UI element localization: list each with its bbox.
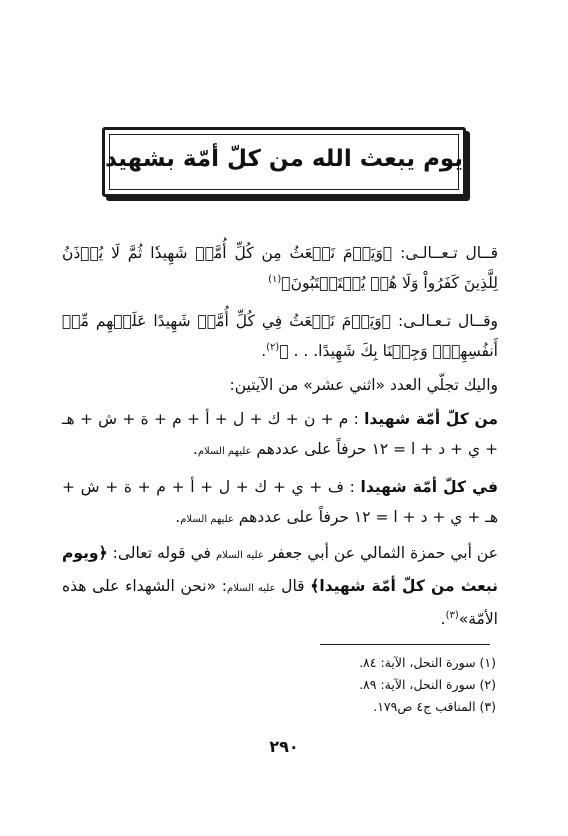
hadith-text-4: : «نحن الشهداء على هذه الأمّة» bbox=[62, 577, 498, 628]
footnote-3: (٣) المناقب ج٤ ص١٧٩. bbox=[373, 699, 496, 714]
hadith-end: . bbox=[440, 610, 446, 628]
footnote-divider bbox=[320, 644, 490, 645]
paragraph-verse-2 bbox=[62, 306, 498, 366]
intro-text: واليك تجلّي العدد «اثني عشر» من الآيتين: bbox=[229, 376, 498, 394]
footnote-2: (٢) سورة النحل، الآية: ٨٩. bbox=[359, 677, 496, 692]
hadith-blessing-1: عليه السلام bbox=[215, 550, 264, 561]
paragraph-verse-1 bbox=[62, 238, 498, 298]
footnote-ref-2: (٢) bbox=[266, 341, 280, 353]
verse-2-quote: ﴿وَيَوۡمَ نَبۡعَثُ فِي كُلِّ أُمَّةٖ شَهِيدًا عَلَيۡهِم مِّنۡ أَنفُسِهِمۡۖ وَجِئۡنَا بِكَ شَهِيدًا. . . ﴾ bbox=[62, 312, 498, 360]
page-number: ٢٩٠ bbox=[269, 737, 299, 756]
count-1-phrase: من كلّ أمّة شهيدا bbox=[364, 410, 499, 428]
paragraph-hadith bbox=[62, 538, 498, 634]
verse-1-lead: قــال تـعــالـى: bbox=[392, 244, 499, 262]
count-2-end: . bbox=[175, 508, 181, 526]
hadith-text-3: قال bbox=[275, 577, 311, 595]
footnote-ref-3: (٣) bbox=[445, 609, 459, 621]
footnote-ref-1: (١) bbox=[268, 273, 282, 285]
count-1-blessing: عليهم السلام bbox=[197, 446, 252, 457]
count-2-phrase: في كلّ أمّة شهيدا bbox=[360, 478, 498, 496]
footnote-1: (١) سورة النحل، الآية: ٨٤. bbox=[359, 655, 496, 670]
chapter-title-frame bbox=[102, 127, 466, 197]
paragraph-count-1 bbox=[62, 404, 498, 467]
count-2-letters: : ف + ي + ك + ل + أ + م + ة + ش + هـ + ي + د + ا = ١٢ حرفاً على عددهم bbox=[62, 478, 498, 526]
count-1-end: . bbox=[192, 440, 198, 458]
verse-2-end: . bbox=[261, 342, 267, 360]
count-2-blessing: عليهم السلام bbox=[180, 514, 234, 525]
paragraph-count-2 bbox=[62, 472, 498, 535]
paragraph-intro bbox=[62, 370, 498, 400]
hadith-verse: ﴿ويوم نبعث من كلّ أمّة شهيدا﴾ bbox=[62, 544, 498, 595]
hadith-blessing-2: عليه السلام bbox=[227, 583, 276, 594]
hadith-text-2: في قوله تعالى: bbox=[107, 544, 216, 562]
footnotes bbox=[160, 652, 496, 718]
chapter-title: يوم يبعث الله من كلّ أمّة بشهيد bbox=[105, 146, 463, 172]
count-1-letters: : م + ن + ك + ل + أ + م + ة + ش + هـ + ي + د + ا = ١٢ حرفاً على عددهم bbox=[62, 410, 498, 458]
verse-2-lead: وقــال تـعـالـى: bbox=[391, 312, 498, 330]
hadith-text-1: عن أبي حمزة الثمالي عن أبي جعفر bbox=[263, 544, 498, 562]
verse-1-quote: ﴿وَيَوۡمَ نَبۡعَثُ مِن كُلِّ أُمَّةٖ شَهِيدٗا ثُمَّ لَا يُؤۡذَنُ لِلَّذِينَ كَفَرُواْ وَلَا هُمۡ يُسۡتَعۡتَبُونَ﴾ bbox=[62, 244, 498, 292]
